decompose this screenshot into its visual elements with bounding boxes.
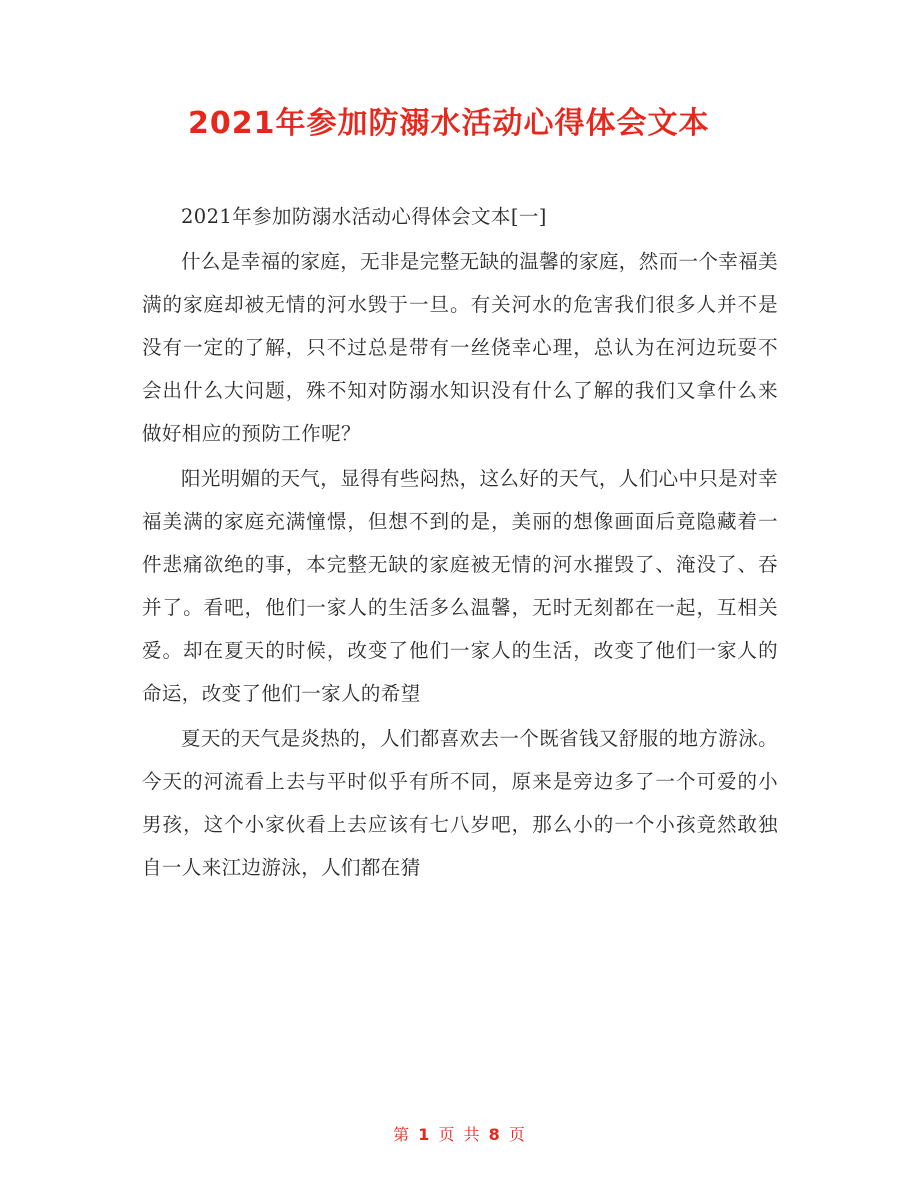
footer-current-page: 1 [418,1125,432,1144]
footer-total-pages: 8 [488,1125,502,1144]
page-title: 2021年参加防溺水活动心得体会文本 [188,106,710,141]
document-body [0,195,920,891]
footer-suffix: 页 [508,1125,527,1144]
footer-prefix: 第 [393,1125,412,1144]
footer-middle: 页 共 [438,1125,482,1144]
paragraph-3: 阳光明媚的天气，显得有些闷热，这么好的天气，人们心中只是对幸福美满的家庭充满憧憬，但想不到的是，美丽的想像画面后竟隐藏着一件悲痛欲绝的事，本完整无缺的家庭被无情的河水摧毁了、淹没了、吞并了。看吧，他们一家人的生活多么温馨，无时无刻都在一起，互相关爱。却在夏天的时候，改变了他们一家人的生活，改变了他们一家人的命运，改变了他们一家人的希望 [142,467,779,705]
paragraph-2: 什么是幸福的家庭，无非是完整无缺的温馨的家庭，然而一个幸福美满的家庭却被无情的河水毁于一旦。有关河水的危害我们很多人并不是没有一定的了解，只不过总是带有一丝侥幸心理，总认为在河边玩耍不会出什么大问题，殊不知对防溺水知识没有什么了解的我们又拿什么来做好相应的预防工作呢？ [142,250,779,445]
paragraph-4: 夏天的天气是炎热的，人们都喜欢去一个既省钱又舒服的地方游泳。今天的河流看上去与平时似乎有所不同，原来是旁边多了一个可爱的小男孩，这个小家伙看上去应该有七八岁吧，那么小的一个小孩竟然敢独自一人来江边游泳，人们都在猜 [142,727,779,879]
page-footer [0,1122,920,1145]
paragraph-1: 2021年参加防溺水活动心得体会文本[一] [181,205,547,228]
